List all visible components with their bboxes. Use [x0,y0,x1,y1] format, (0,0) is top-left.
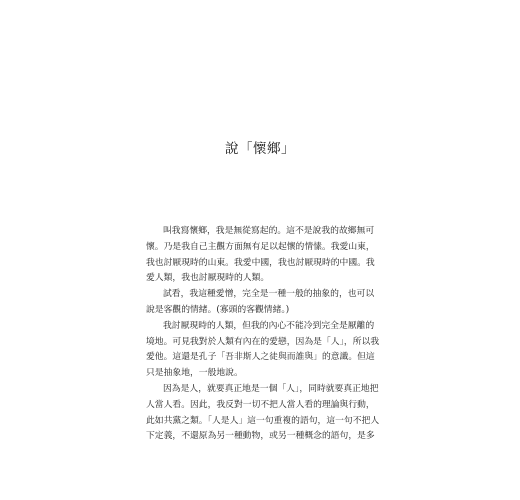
text-line: 我討厭現時的人類，但我的內心不能冷到完全是厭離的 [163,320,375,331]
text-line: 只是抽象地，一般地說。 [146,368,243,379]
text-line: 愛人類，我也討厭現時的人類。 [146,273,270,284]
text-line: 懷。乃是我自己主觀方面無有足以起懷的情愫。我愛山東， [146,241,375,252]
text-line: 我也討厭現時的山東。我愛中國，我也討厭現時的中國。我 [146,257,375,268]
body-text [146,224,388,445]
paragraph-3 [146,319,388,382]
text-line: 愛他。這還是孔子「吾非斯人之徒與而誰與」的意識。但這 [146,352,375,363]
page-title: 說「懷鄉」 [225,141,295,157]
text-line: 人當人看。因此，我反對一切不把人當人看的理論與行動， [146,399,375,410]
paragraph-4 [146,382,388,445]
text-line: 境地。可見我對於人類有內在的愛戀，因為是「人」，所以我 [146,336,380,347]
paragraph-1 [146,224,388,287]
text-line: 說是客觀的情緒。(寡頭的客觀情緒。) [146,304,290,315]
text-line: 因為是人，就要真正地是一個「人」，同時就要真正地把 [163,383,379,394]
text-line: 此如共黨之類。「人是人」這一句重複的語句，這一句不把人 [146,415,380,426]
paragraph-2 [146,287,388,319]
text-line: 叫我寫懷鄉，我是無從寫起的。這不是說我的故鄉無可 [163,226,375,236]
text-line: 下定義，不還原為另一種動物，或另一種概念的語句，是多 [146,431,375,442]
text-line: 試看，我這種愛憎，完全是一種一般的抽象的，也可以 [163,289,375,300]
